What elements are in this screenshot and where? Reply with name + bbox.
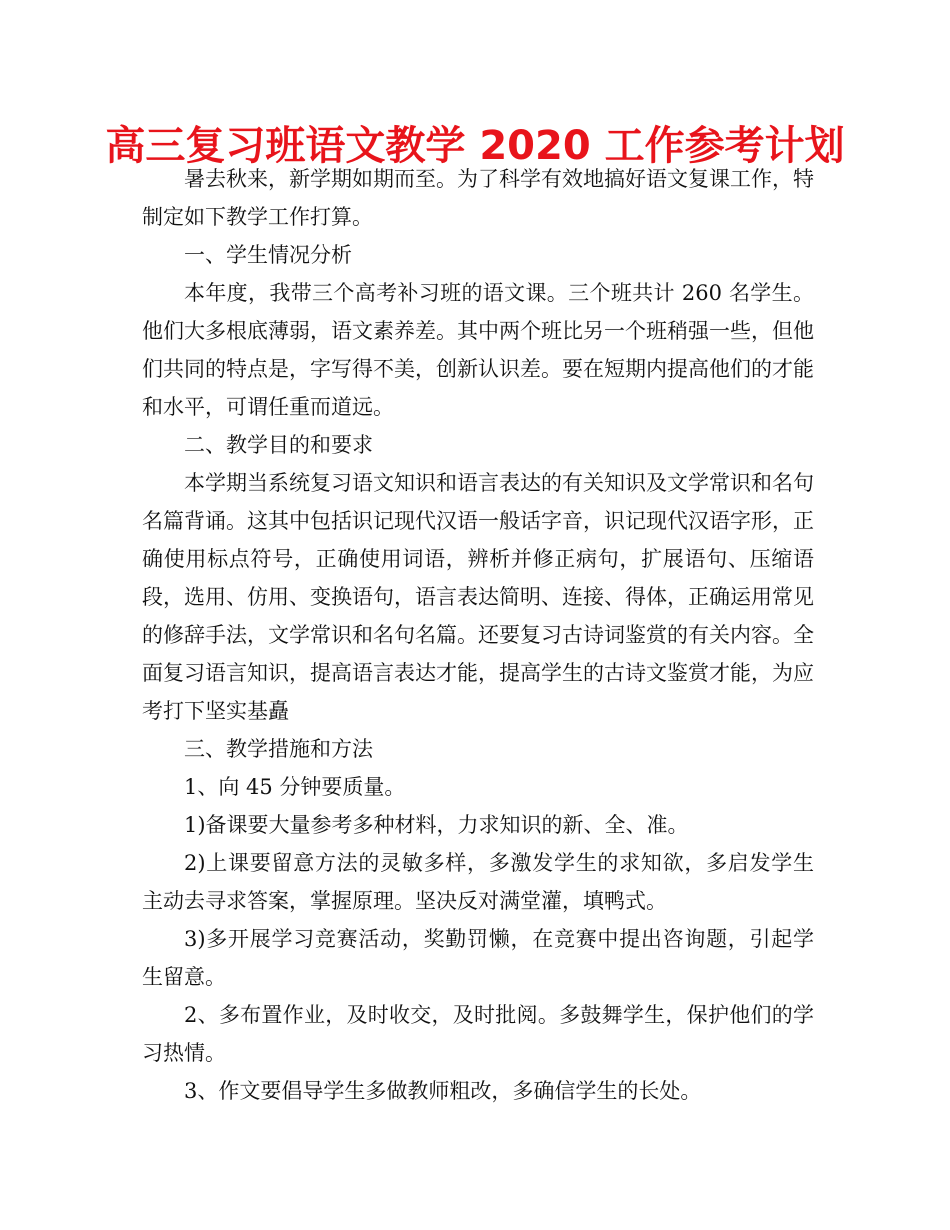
section-heading-student-analysis: 一、学生情况分析 xyxy=(184,243,352,267)
student-analysis-paragraph: 本年度，我带三个高考补习班的语文课。三个班共计 260 名学生。他们大多根底薄弱，语文素养差。其中两个班比另一个班稍强一些，但他们共同的特点是，字写得不美，创新认识差。要在短期内提高他们的才能和水平，可谓任重而道远。 xyxy=(142,281,814,419)
section-heading-goals: 二、教学目的和要求 xyxy=(184,433,373,457)
document-title: 高三复习班语文教学 2020 工作参考计划 xyxy=(105,123,845,169)
document-body xyxy=(142,160,814,1110)
method-subitem-2: 2)上课要留意方法的灵敏多样，多激发学生的求知欲，多启发学生主动去寻求答案，掌握原理。坚决反对满堂灌，填鸭式。 xyxy=(142,851,814,913)
method-subitem-3: 3)多开展学习竞赛活动，奖勤罚懒，在竞赛中提出咨询题，引起学生留意。 xyxy=(142,927,814,989)
goals-paragraph: 本学期当系统复习语文知识和语言表达的有关知识及文学常识和名句名篇背诵。这其中包括识记现代汉语一般话字音，识记现代汉语字形，正确使用标点符号，正确使用词语，辨析并修正病句，扩展语句、压缩语段，选用、仿用、变换语句，语言表达简明、连接、得体，正确运用常见的修辞手法，文学常识和名句名篇。还要复习古诗词鉴赏的有关内容。全面复习语言知识，提高语言表达才能，提高学生的古诗文鉴赏才能，为应考打下坚实基矗 xyxy=(142,471,814,723)
intro-paragraph: 暑去秋来，新学期如期而至。为了科学有效地搞好语文复课工作，特制定如下教学工作打算。 xyxy=(142,167,814,229)
method-item-3: 3、作文要倡导学生多做教师粗改，多确信学生的长处。 xyxy=(184,1079,702,1103)
method-item-1: 1、向 45 分钟要质量。 xyxy=(184,775,406,799)
section-heading-methods: 三、教学措施和方法 xyxy=(184,737,373,761)
method-subitem-1: 1)备课要大量参考多种材料，力求知识的新、全、准。 xyxy=(184,813,689,837)
method-item-2: 2、多布置作业，及时收交，及时批阅。多鼓舞学生，保护他们的学习热情。 xyxy=(142,1003,814,1065)
